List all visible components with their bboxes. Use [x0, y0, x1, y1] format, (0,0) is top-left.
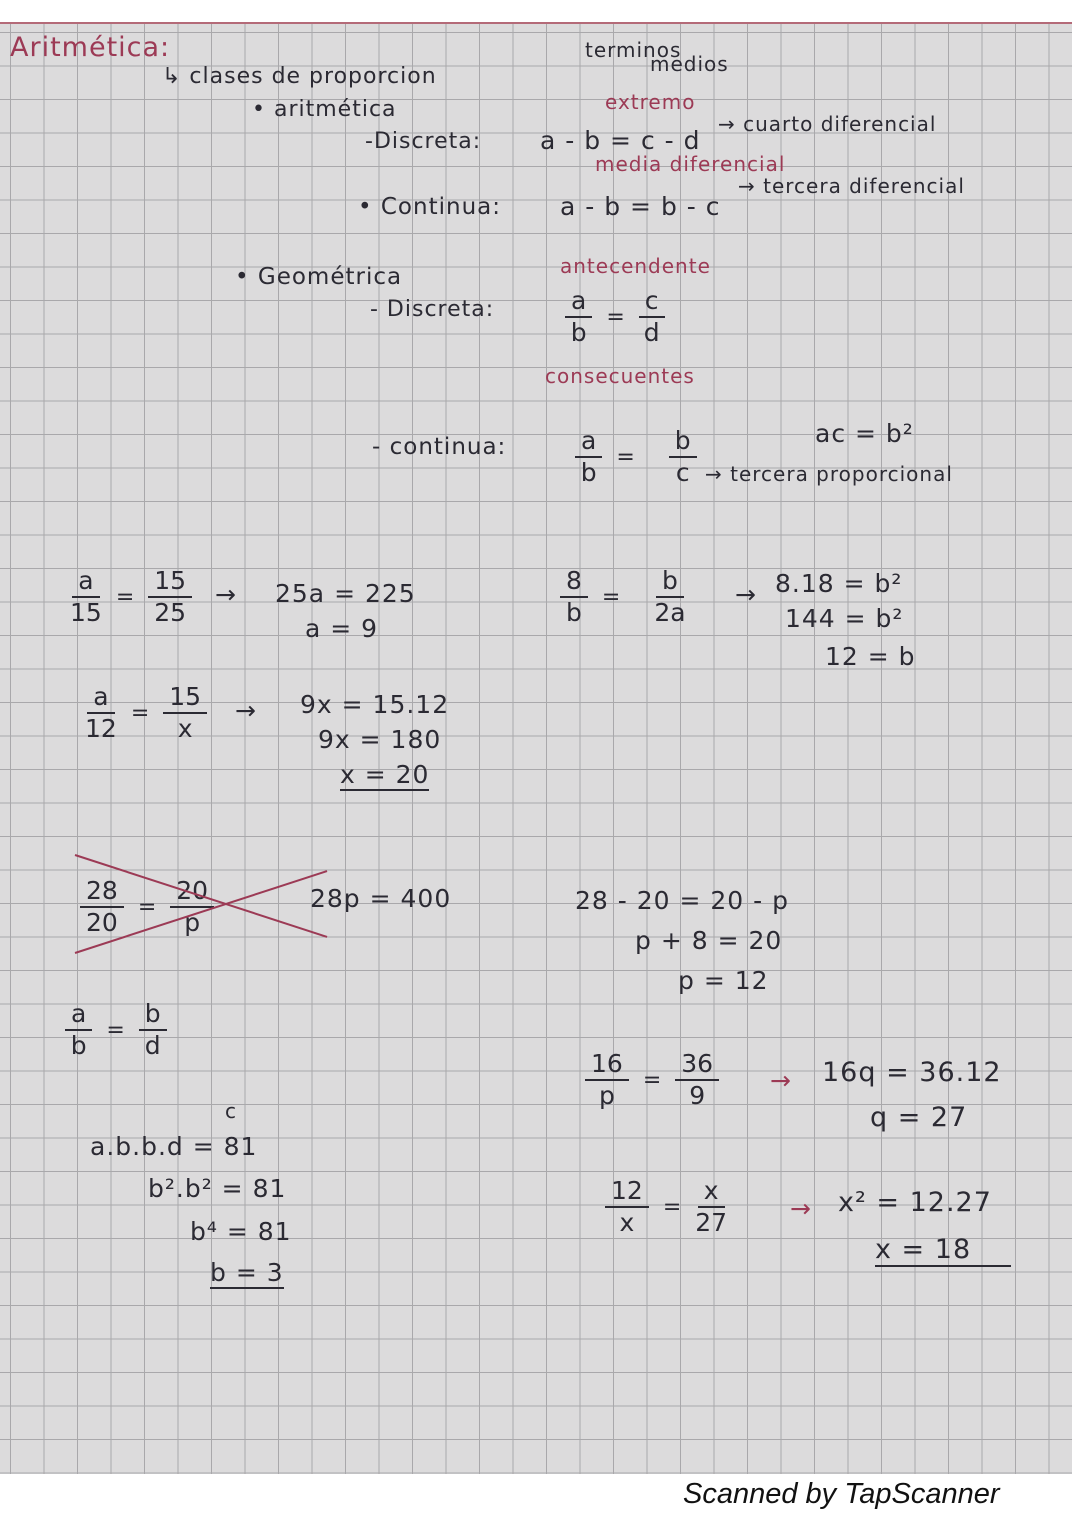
numerator: b	[656, 566, 684, 598]
arrow-icon: →	[790, 1194, 812, 1223]
denominator: 27	[695, 1208, 728, 1237]
e6-result: b = 3	[210, 1258, 284, 1287]
e6-substitution: c	[225, 1099, 237, 1123]
e6-step-2: b².b² = 81	[148, 1174, 287, 1203]
aritmetica-heading: • aritmética	[252, 97, 397, 122]
numerator: x	[698, 1176, 725, 1208]
e6-step-1: a.b.b.d = 81	[90, 1132, 258, 1161]
denominator: b	[580, 458, 597, 487]
e2-step-3: 12 = b	[825, 642, 916, 671]
extremo-label: extremo	[605, 90, 696, 114]
media-diferencial: media diferencial	[595, 152, 786, 176]
numerator: 15	[148, 566, 192, 598]
equals: =	[601, 584, 621, 610]
equals: =	[616, 444, 635, 470]
numerator: a	[72, 566, 99, 598]
antecedente-label: antecendente	[560, 254, 711, 278]
medios-label: medios	[650, 52, 729, 76]
numerator: b	[669, 426, 697, 458]
denominator: p	[184, 908, 201, 937]
exercise-8-proportion	[605, 1176, 727, 1238]
consecuentes-label: consecuentes	[545, 364, 695, 388]
e1-step-2: a = 9	[305, 614, 379, 643]
numerator: c	[639, 286, 665, 318]
equals: =	[606, 304, 625, 330]
continua-equation: a - b = b - c	[560, 192, 721, 221]
denominator: x	[177, 714, 193, 743]
e2-step-2: 144 = b²	[785, 604, 904, 633]
arrow-icon: →	[235, 696, 257, 725]
denominator: x	[619, 1208, 635, 1237]
denominator: c	[675, 458, 690, 487]
exercise-6-proportion	[65, 999, 167, 1061]
denominator: p	[598, 1081, 615, 1110]
cuarta-diferencial: → cuarto diferencial	[718, 112, 937, 136]
denominator: 20	[86, 908, 118, 937]
numerator: a	[565, 286, 592, 318]
e8-step-1: x² = 12.27	[838, 1187, 992, 1218]
geometric-discrete-proportion	[565, 286, 665, 348]
page-title: Aritmética:	[10, 32, 171, 63]
equals: =	[662, 1194, 682, 1220]
geometric-continuous-proportion	[575, 426, 697, 488]
denominator: b	[70, 1031, 87, 1060]
numerator: 16	[585, 1049, 629, 1081]
e6-step-3: b⁴ = 81	[190, 1217, 292, 1246]
scanner-watermark: Scanned by TapScanner	[683, 1478, 1000, 1510]
notebook-page	[0, 22, 1072, 1474]
denominator: 2a	[654, 598, 686, 627]
arrow-icon: →	[735, 580, 757, 609]
numerator: b	[139, 999, 167, 1031]
terminos-label: terminos	[585, 38, 682, 62]
g-discreta-label: - Discreta:	[370, 297, 495, 322]
numerator: 15	[163, 682, 207, 714]
e5-step-3: p = 12	[678, 966, 769, 995]
denominator: 9	[689, 1081, 706, 1110]
denominator: d	[643, 318, 660, 347]
denominator: d	[144, 1031, 161, 1060]
g-continua-label: - continua:	[372, 434, 507, 460]
exercise-7-proportion	[585, 1049, 719, 1111]
discreta-equation: a - b = c - d	[540, 126, 701, 155]
arrow-icon: →	[770, 1066, 792, 1095]
denominator: b	[570, 318, 587, 347]
exercise-2-proportion	[560, 566, 686, 628]
tercera-proporcional: → tercera proporcional	[705, 462, 953, 486]
e2-step-1: 8.18 = b²	[775, 569, 903, 598]
denominator: 12	[85, 714, 117, 743]
e1-step-1: 25a = 225	[275, 579, 416, 608]
e8-result: x = 18	[875, 1234, 1011, 1267]
numerator: 36	[675, 1049, 719, 1081]
tercera-diferencial: → tercera diferencial	[738, 174, 965, 198]
e3-step-2: 9x = 180	[318, 725, 442, 754]
e5-step-1: 28 - 20 = 20 - p	[575, 886, 789, 915]
exercise-1-proportion	[70, 566, 192, 628]
numerator: 28	[80, 876, 124, 908]
denominator: 25	[154, 598, 187, 627]
arrow-icon: →	[215, 580, 237, 609]
discreta-label: -Discreta:	[365, 129, 482, 154]
numerator: a	[87, 682, 114, 714]
exercise-3-proportion	[85, 682, 207, 744]
equals: =	[115, 584, 135, 610]
equals: =	[106, 1017, 125, 1043]
numerator: 20	[170, 876, 214, 908]
e3-result: x = 20	[340, 760, 430, 789]
e7-step-1: 16q = 36.12	[822, 1057, 1002, 1088]
classes-heading: ↳ clases de proporcion	[162, 64, 437, 89]
e5-step-2: p + 8 = 20	[635, 926, 783, 955]
e3-step-1: 9x = 15.12	[300, 690, 450, 719]
continua-label: • Continua:	[358, 194, 501, 220]
e7-step-2: q = 27	[870, 1102, 968, 1133]
equals: =	[642, 1067, 662, 1093]
denominator: 15	[70, 598, 102, 627]
numerator: 12	[605, 1176, 649, 1208]
numerator: a	[575, 426, 602, 458]
ac-equation: ac = b²	[815, 419, 914, 448]
denominator: b	[566, 598, 582, 627]
numerator: a	[65, 999, 92, 1031]
geometrica-heading: • Geométrica	[235, 264, 403, 290]
equals: =	[130, 700, 150, 726]
numerator: 8	[560, 566, 588, 598]
e4-step-1: 28p = 400	[310, 884, 452, 913]
equals: =	[137, 894, 157, 920]
